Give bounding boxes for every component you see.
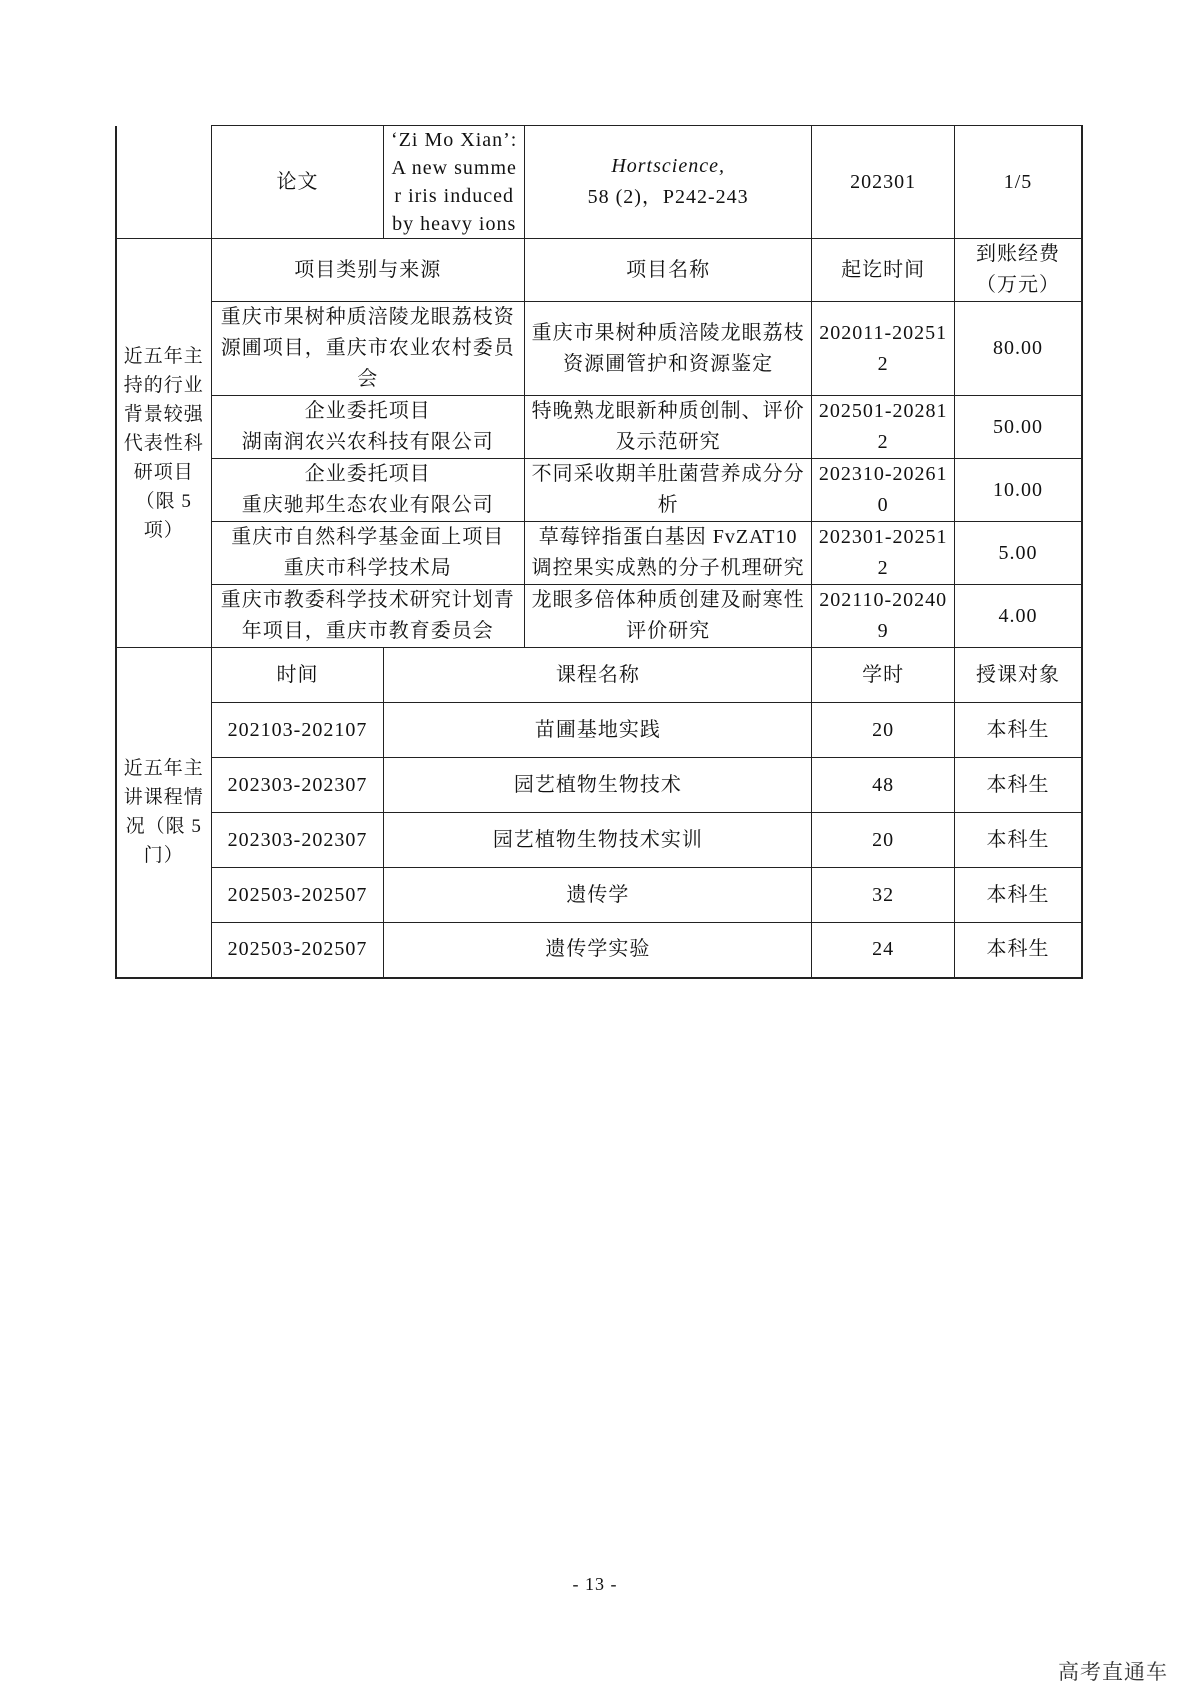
project-category: 重庆市教委科学技术研究计划青年项目，重庆市教育委员会 xyxy=(211,585,524,648)
project-funding: 80.00 xyxy=(954,302,1082,396)
project-row xyxy=(116,459,1082,522)
project-funding: 5.00 xyxy=(954,522,1082,585)
project-name: 不同采收期羊肚菌营养成分分析 xyxy=(524,459,811,522)
course-audience: 本科生 xyxy=(954,813,1082,868)
course-audience: 本科生 xyxy=(954,923,1082,978)
project-category-type: 企业委托项目 xyxy=(304,400,431,422)
course-time: 202503-202507 xyxy=(211,868,384,923)
info-table xyxy=(115,125,1083,979)
project-period: 202501-202812 xyxy=(812,396,955,459)
course-hours: 32 xyxy=(812,868,955,923)
project-period: 202310-202610 xyxy=(812,459,955,522)
paper-section-label xyxy=(116,126,211,239)
courses-header-hours: 学时 xyxy=(812,648,955,703)
course-time: 202503-202507 xyxy=(211,923,384,978)
project-row xyxy=(116,302,1082,396)
paper-volume: 58 (2)，P242-243 xyxy=(587,186,749,208)
paper-journal: Hortscience, xyxy=(611,155,725,177)
project-name: 草莓锌指蛋白基因 FvZAT10 调控果实成熟的分子机理研究 xyxy=(524,522,811,585)
course-row xyxy=(116,703,1082,758)
course-audience: 本科生 xyxy=(954,868,1082,923)
projects-header-period: 起讫时间 xyxy=(812,239,955,302)
course-time: 202303-202307 xyxy=(211,758,384,813)
project-period: 202110-202409 xyxy=(812,585,955,648)
project-row xyxy=(116,522,1082,585)
projects-header-name: 项目名称 xyxy=(524,239,811,302)
project-category xyxy=(211,522,524,585)
project-category xyxy=(211,396,524,459)
course-name: 遗传学 xyxy=(384,868,812,923)
paper-date: 202301 xyxy=(812,126,955,239)
project-name: 龙眼多倍体种质创建及耐寒性评价研究 xyxy=(524,585,811,648)
project-category xyxy=(211,459,524,522)
projects-header-funding: 到账经费（万元） xyxy=(954,239,1082,302)
course-row xyxy=(116,868,1082,923)
course-row xyxy=(116,813,1082,868)
paper-rank: 1/5 xyxy=(954,126,1082,239)
courses-section-label: 近五年主讲课程情况（限 5 门） xyxy=(116,648,211,978)
course-row xyxy=(116,758,1082,813)
paper-type: 论文 xyxy=(211,126,384,239)
projects-header-category: 项目类别与来源 xyxy=(211,239,524,302)
paper-journal-cell xyxy=(524,126,811,239)
course-hours: 20 xyxy=(812,813,955,868)
project-category-source: 重庆驰邦生态农业有限公司 xyxy=(241,494,494,516)
projects-header-row xyxy=(116,239,1082,302)
courses-header-row xyxy=(116,648,1082,703)
courses-header-time: 时间 xyxy=(211,648,384,703)
courses-header-audience: 授课对象 xyxy=(954,648,1082,703)
project-row xyxy=(116,396,1082,459)
course-name: 园艺植物生物技术 xyxy=(384,758,812,813)
project-row xyxy=(116,585,1082,648)
project-funding: 50.00 xyxy=(954,396,1082,459)
project-funding: 4.00 xyxy=(954,585,1082,648)
courses-header-name: 课程名称 xyxy=(384,648,812,703)
course-time: 202103-202107 xyxy=(211,703,384,758)
project-period: 202011-202512 xyxy=(812,302,955,396)
project-period: 202301-202512 xyxy=(812,522,955,585)
project-category-type: 重庆市自然科学基金面上项目 xyxy=(231,526,505,548)
course-time: 202303-202307 xyxy=(211,813,384,868)
project-category: 重庆市果树种质涪陵龙眼荔枝资源圃项目，重庆市农业农村委员会 xyxy=(211,302,524,396)
project-funding: 10.00 xyxy=(954,459,1082,522)
project-category-source: 湖南润农兴农科技有限公司 xyxy=(241,431,494,453)
course-hours: 24 xyxy=(812,923,955,978)
project-category-source: 重庆市科学技术局 xyxy=(283,557,452,579)
project-name: 特晚熟龙眼新种质创制、评价及示范研究 xyxy=(524,396,811,459)
paper-title: ‘Zi Mo Xian’: A new summer iris induced by heavy ions xyxy=(384,126,524,239)
course-hours: 20 xyxy=(812,703,955,758)
projects-section-label: 近五年主持的行业背景较强代表性科研项目（限 5 项） xyxy=(116,239,211,648)
watermark: 高考直通车 xyxy=(1058,1660,1168,1684)
paper-row xyxy=(116,126,1082,239)
project-category-type: 企业委托项目 xyxy=(304,463,431,485)
course-audience: 本科生 xyxy=(954,758,1082,813)
page-number: - 13 - xyxy=(572,1574,618,1594)
course-name: 遗传学实验 xyxy=(384,923,812,978)
course-row xyxy=(116,923,1082,978)
course-audience: 本科生 xyxy=(954,703,1082,758)
course-name: 园艺植物生物技术实训 xyxy=(384,813,812,868)
course-name: 苗圃基地实践 xyxy=(384,703,812,758)
course-hours: 48 xyxy=(812,758,955,813)
project-name: 重庆市果树种质涪陵龙眼荔枝资源圃管护和资源鉴定 xyxy=(524,302,811,396)
